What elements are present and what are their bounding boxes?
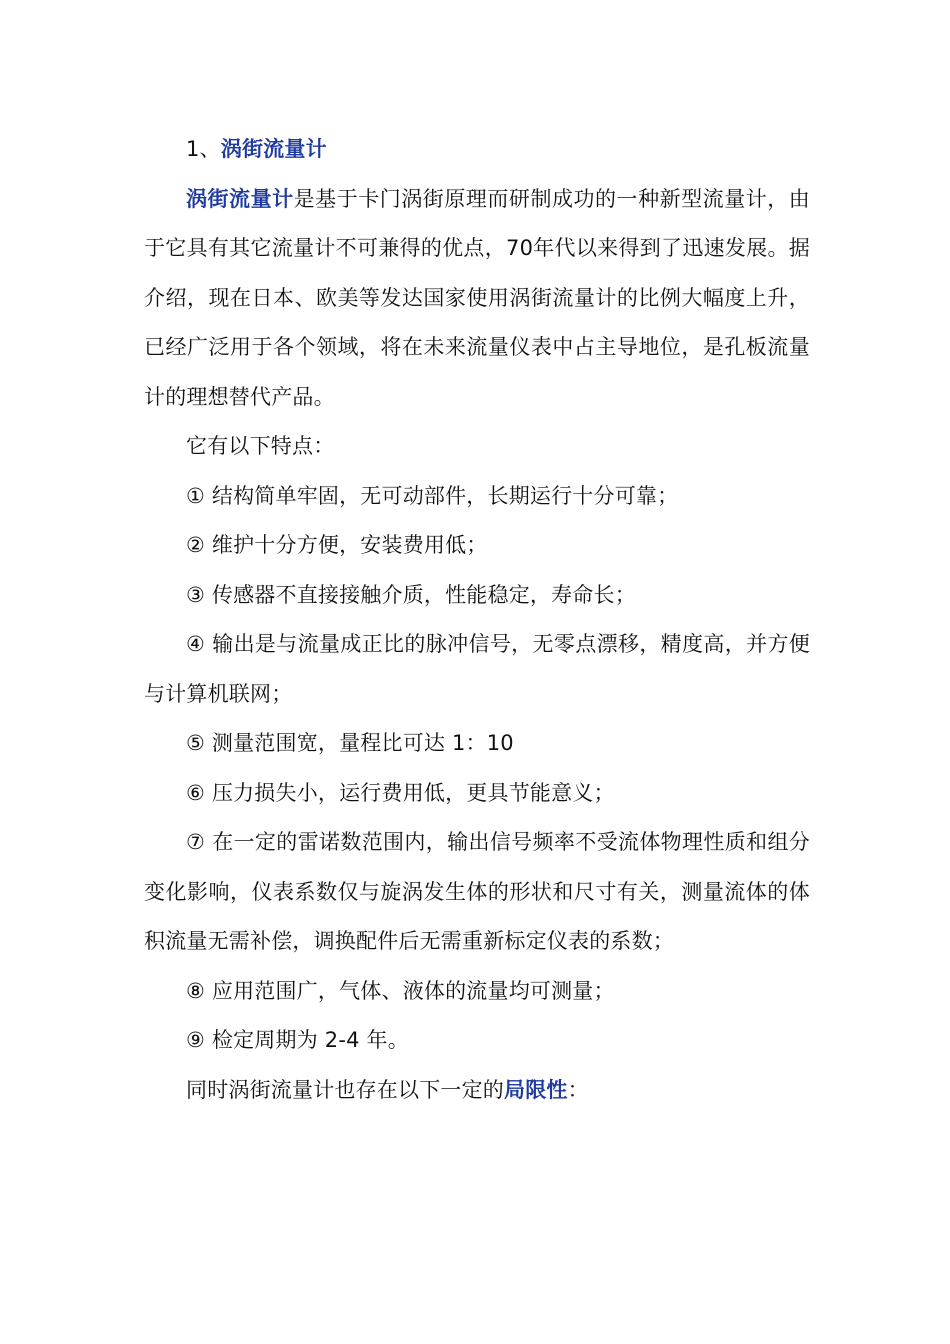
section-number: 1、 [186,137,221,161]
section-title: 涡街流量计 [220,137,327,161]
intro-term: 涡街流量计 [186,186,294,211]
feature-item-4: ④ 输出是与流量成正比的脉冲信号，无零点漂移，精度高，并方便与计算机联网； [144,632,810,706]
intro-text: 是基于卡门涡街原理而研制成功的一种新型流量计，由于它具有其它流量计不可兼得的优点，70年代以来得到了迅速发展。据介绍，现在日本、欧美等发达国家使用涡街流量计的比例大幅度上升，已经广泛用于各个领域，将在未来流量仪表中占主导地位，是孔板流量计的理想替代产品。 [144,186,810,409]
limitation-paragraph [144,1066,810,1116]
feature-item-6: ⑥ 压力损失小，运行费用低，更具节能意义； [186,780,615,805]
feature-item-1: ① 结构简单牢固，无可动部件，长期运行十分可靠； [186,483,679,508]
feature-item-7: ⑦ 在一定的雷诺数范围内，输出信号频率不受流体物理性质和组分变化影响，仪表系数仅与旋涡发生体的形状和尺寸有关，测量流体的体积流量无需补偿，调换配件后无需重新标定仪表的系数； [144,830,810,953]
features-lead: 它有以下特点： [186,434,335,458]
limitation-term: 局限性 [504,1077,568,1102]
feature-item-5: ⑤ 测量范围宽，量程比可达 1：10 [186,731,514,755]
intro-paragraph [144,175,810,423]
feature-item-3: ③ 传感器不直接接触介质，性能稳定，寿命长； [186,582,636,607]
feature-item-8: ⑧ 应用范围广，气体、液体的流量均可测量； [186,978,615,1003]
limitation-suffix: ： [567,1077,589,1102]
feature-item-2: ② 维护十分方便，安装费用低； [186,533,488,557]
document-body [144,125,810,1115]
limitation-prefix: 同时涡街流量计也存在以下一定的 [186,1077,504,1102]
section-heading [144,125,810,175]
feature-item-9: ⑨ 检定周期为 2-4 年。 [186,1028,409,1052]
